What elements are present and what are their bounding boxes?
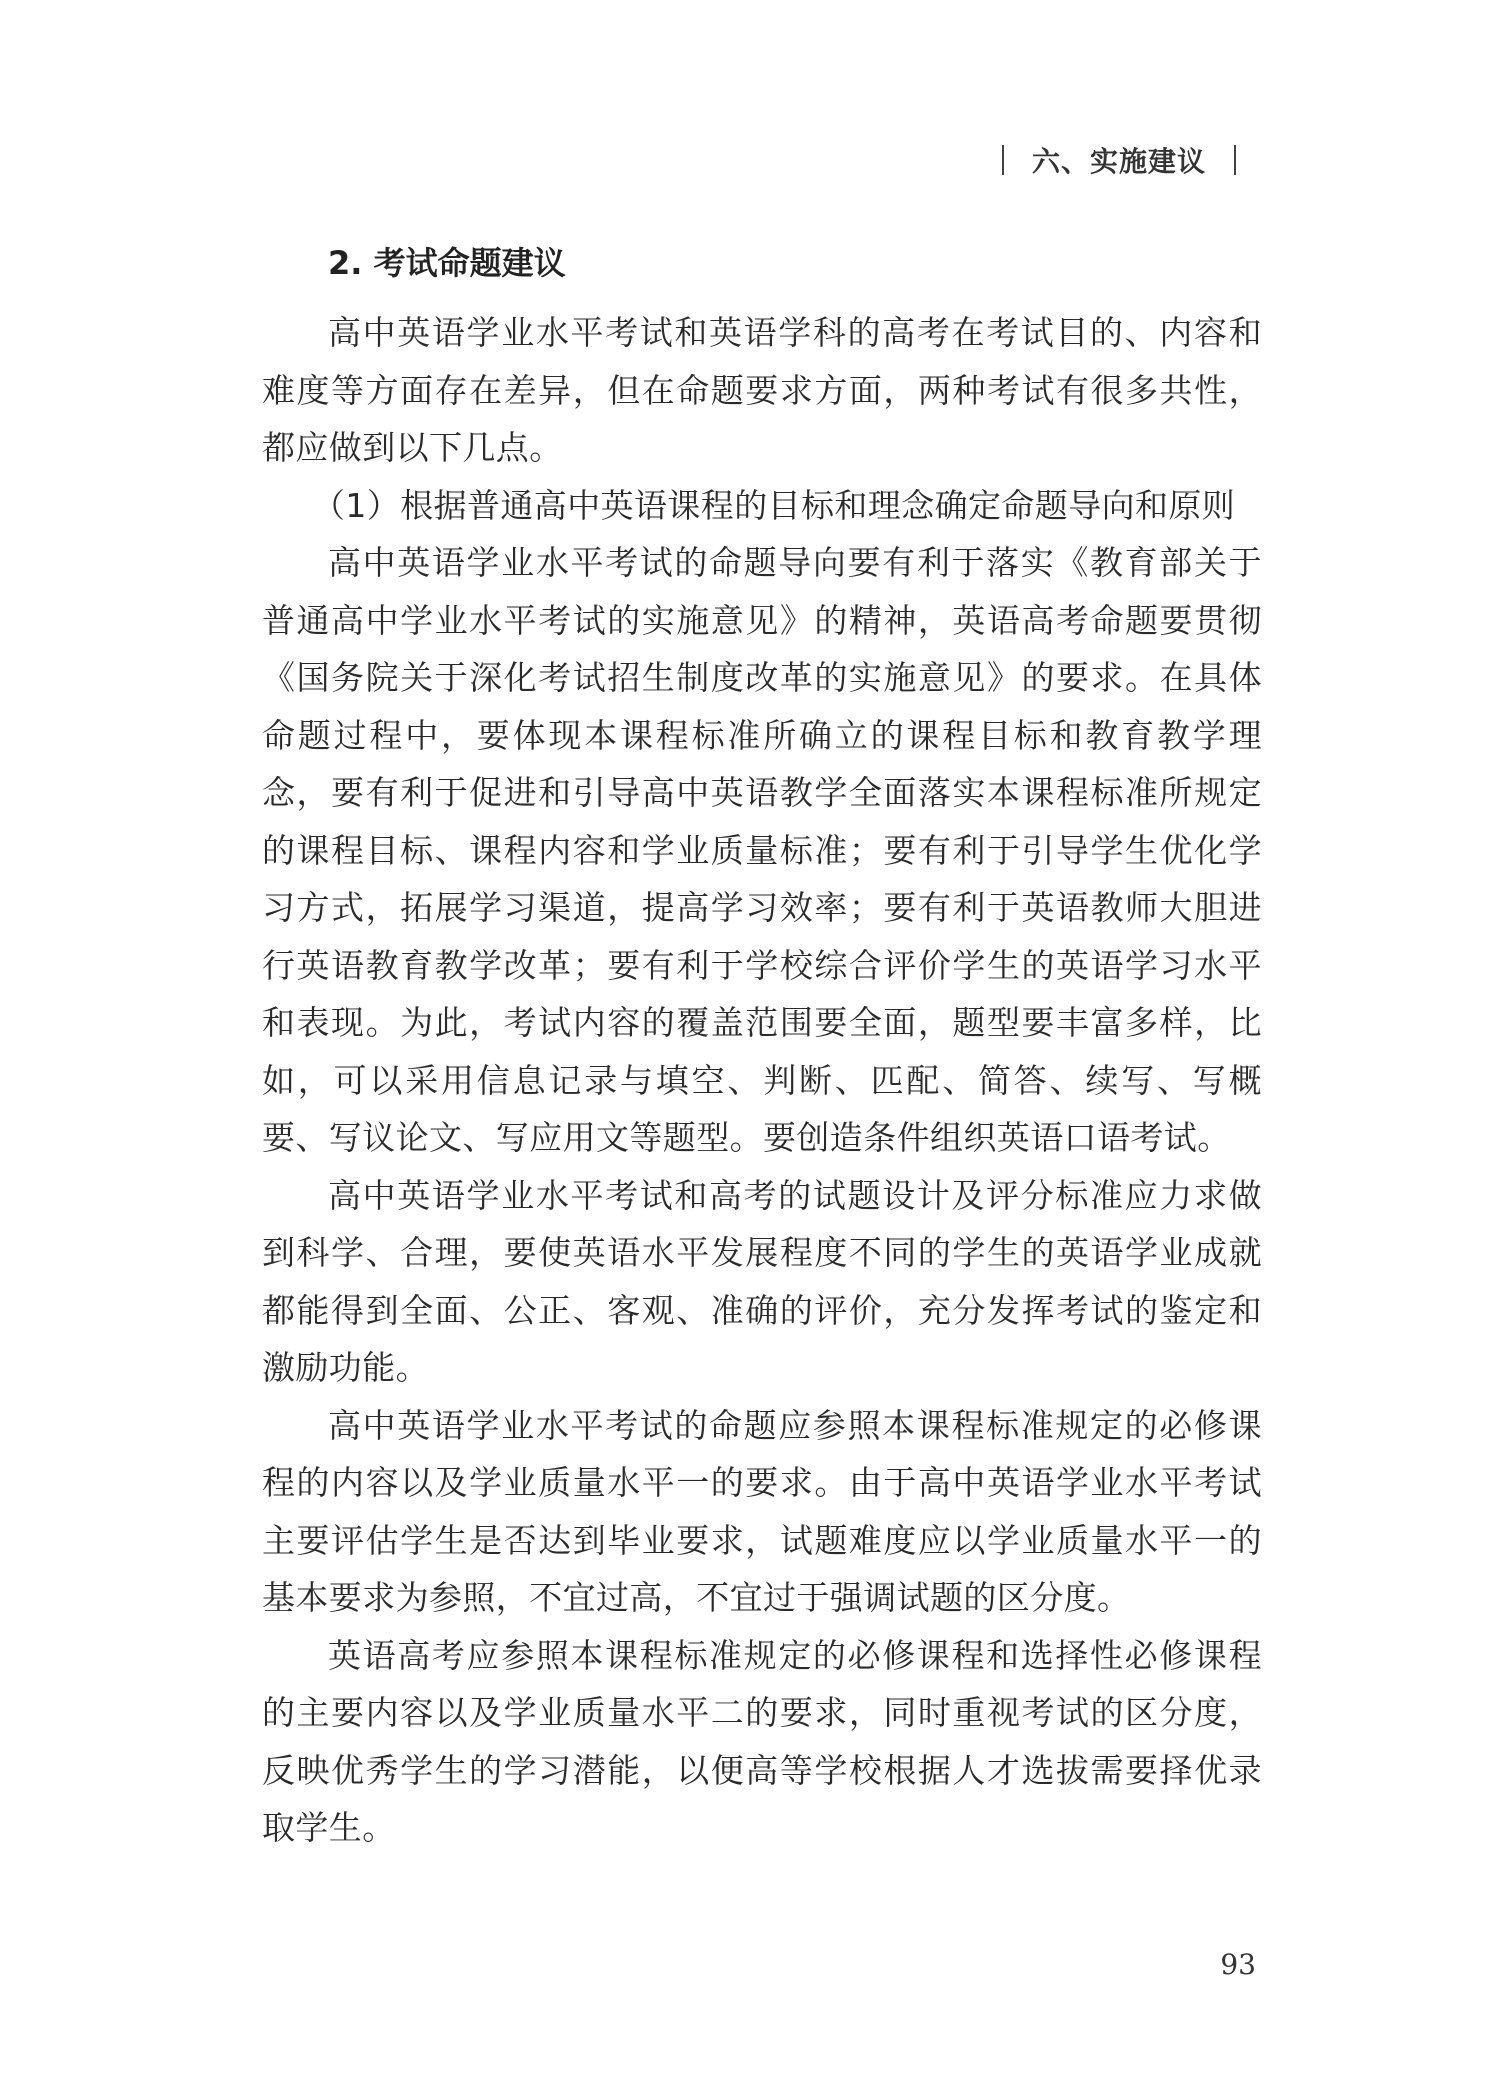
header-right-rule [1234,145,1236,175]
running-header [974,140,1264,180]
subheading-1: （1）根据普通高中英语课程的目标和理念确定命题导向和原则 [312,485,1236,525]
section-title: 2. 考试命题建议 [328,244,566,282]
paragraph-3: 高中英语学业水平考试的命题应参照本课程标准规定的必修课程的内容以及学业质量水平一的要求。由于高中英语学业水平考试主要评估学生是否达到毕业要求，试题难度应以学业质量水平一的基本要求为参照，不宜过高，不宜过于强调试题的区分度。 [262,1405,1262,1617]
paragraph-intro: 高中英语学业水平考试和英语学科的高考在考试目的、内容和难度等方面存在差异，但在命题要求方面，两种考试有很多共性，都应做到以下几点。 [262,313,1262,467]
paragraph-1: 高中英语学业水平考试的命题导向要有利于落实《教育部关于普通高中学业水平考试的实施意见》的精神，英语高考命题要贯彻《国务院关于深化考试招生制度改革的实施意见》的要求。在具体命题过程中，要体现本课程标准所确立的课程目标和教育教学理念，要有利于促进和引导高中英语教学全面落实本课程标准所规定的课程目标、课程内容和学业质量标准；要有利于引导学生优化学习方式，拓展学习渠道，提高学习效率；要有利于英语教师大胆进行英语教育教学改革；要有利于学校综合评价学生的英语学习水平和表现。为此，考试内容的覆盖范围要全面，题型要丰富多样，比如，可以采用信息记录与填空、判断、匹配、简答、续写、写概要、写议论文、写应用文等题型。要创造条件组织英语口语考试。 [262,543,1262,1157]
paragraph-4: 英语高考应参照本课程标准规定的必修课程和选择性必修课程的主要内容以及学业质量水平二的要求，同时重视考试的区分度，反映优秀学生的学习潜能，以便高等学校根据人才选拔需要择优录取学生。 [262,1635,1262,1847]
header-left-rule [1002,145,1004,175]
page-number: 93 [1220,1948,1256,1981]
header-section-label: 六、实施建议 [1031,145,1206,178]
paragraph-2: 高中英语学业水平考试和高考的试题设计及评分标准应力求做到科学、合理，要使英语水平发展程度不同的学生的英语学业成就都能得到全面、公正、客观、准确的评价，充分发挥考试的鉴定和激励功能。 [262,1175,1262,1387]
page-body [262,238,1262,1857]
